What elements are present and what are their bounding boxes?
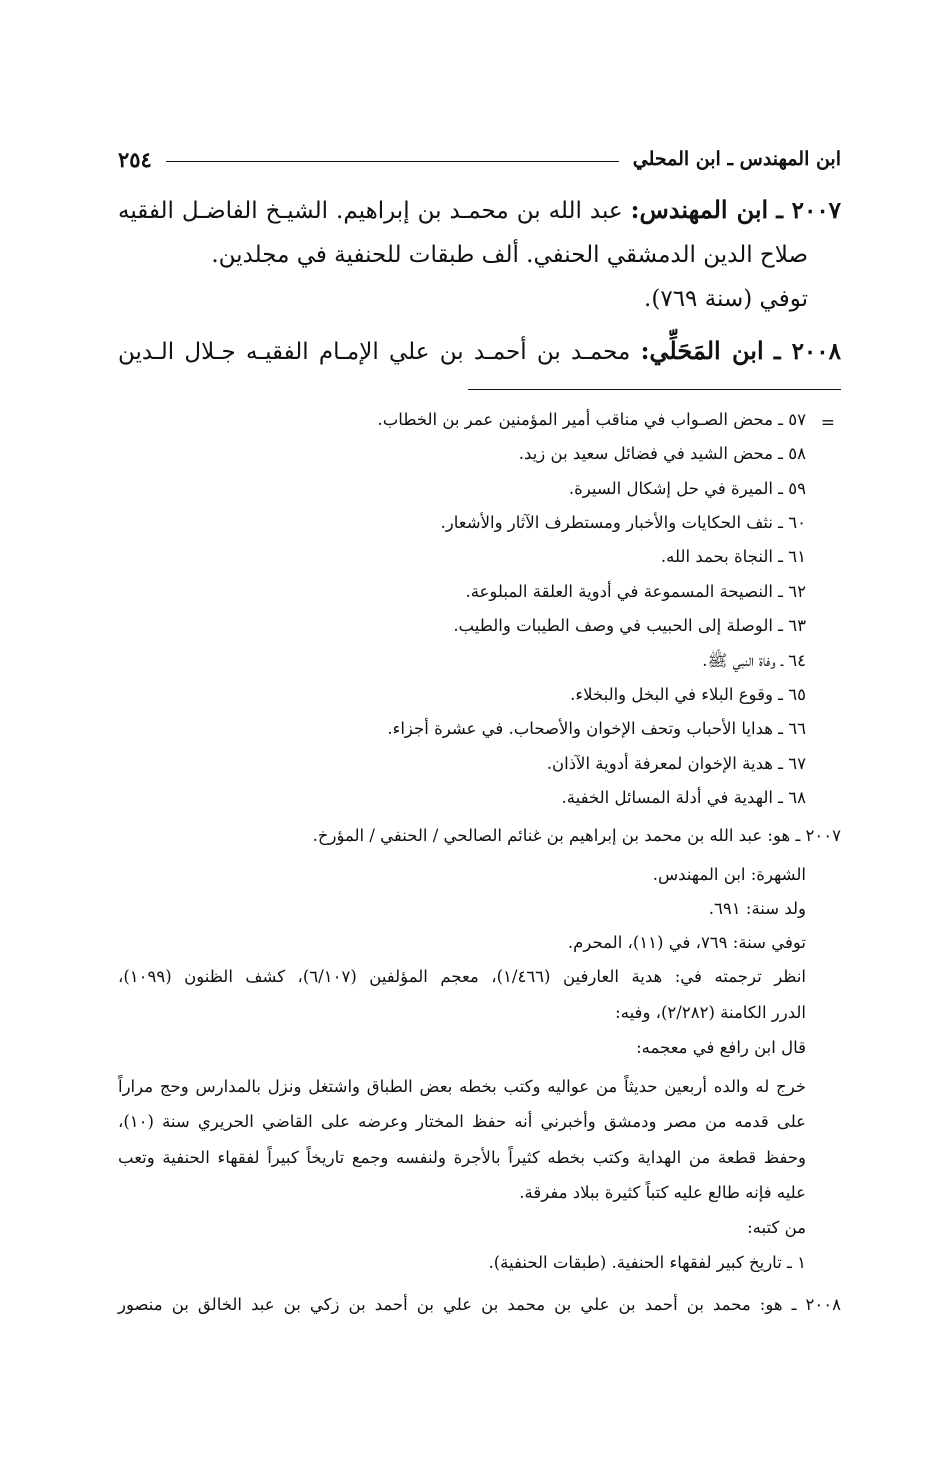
footnote-2007-sources-cont: الدرر الكامنة (٢/٢٨٢)، وفيه: [615, 1003, 806, 1022]
footnote-2008-heading: ٢٠٠٨ ـ هو: محمد بن أحمد بن علي بن محمد بن علي بن أحمد بن زكي بن عبد الخالق بن منصور [118, 1295, 841, 1314]
footnote-work: ٦٨ ـ الهدية في أدلة المسائل الخفية. [561, 788, 806, 807]
footnote-2007-quote-intro: قال ابن رافع في معجمه: [636, 1038, 806, 1057]
footnote-work: ٦٤ ـ وفاة النبي ﷺ. [702, 651, 806, 670]
footnote-work: ٥٨ ـ محض الشيد في فضائل سعيد بن زيد. [518, 444, 806, 463]
footnote-work: ٦٢ ـ النصيحة المسموعة في أدوية العلقة المبلوعة. [465, 582, 806, 601]
entry-2007-line-2: صلاح الدين الدمشقي الحنفي. ألف طبقات للحنفية في مجلدين. [211, 242, 808, 268]
footnote-work: ٦٦ ـ هدايا الأحباب وتحف الإخوان والأصحاب. في عشرة أجزاء. [387, 719, 806, 738]
entry-number: ٢٠٠٨ ـ [773, 338, 841, 365]
footnote-work: ٦٠ ـ نثف الحكايات والأخبار ومستطرف الآثار والأشعار. [440, 513, 806, 532]
entry-text: محمـد بن أحمـد بن علي الإمـام الفقيـه جـلال الـدين [118, 339, 631, 365]
footnote-2007-died: توفي سنة: ٧٦٩، في (١١)، المحرم. [567, 933, 806, 952]
footnote-divider [468, 389, 841, 390]
entry-number: ٢٠٠٧ ـ [776, 197, 842, 224]
footnote-2007-quote: وحفظ قطعة من الهداية وكتب بخطه كثيراً بالأجرة ولنفسه وجمع تاريخاً كبيراً لفقهاء الحنفية وتعب [118, 1148, 806, 1167]
footnote-work: ٥٩ ـ الميرة في حل إشكال السيرة. [568, 479, 806, 498]
footnote-2007-book: ١ ـ تاريخ كبير لفقهاء الحنفية. (طبقات الحنفية). [488, 1253, 806, 1272]
footnote-2007-books-intro: من كتبه: [747, 1218, 806, 1237]
continuation-mark: = [820, 413, 835, 433]
footnote-2007-sources: انظر ترجمته في: هدية العارفين (١/٤٦٦)، معجم المؤلفين (٦/١٠٧)، كشف الظنون (١٠٩٩)، [118, 967, 807, 986]
page-number: ٢٥٤ [118, 146, 152, 172]
footnote-work: ٦٣ ـ الوصلة إلى الحبيب في وصف الطيبات والطيب. [453, 616, 806, 635]
running-title: ابن المهندس ـ ابن المحلي [632, 148, 841, 170]
footnote-2007-quote: عليه فإنه طالع عليه كتباً كثيرة ببلاد مفرقة. [519, 1183, 806, 1202]
entry-name: ابن المَحَلِّي: [640, 336, 764, 365]
footnote-work: ٦١ ـ النجاة بحمد الله. [660, 547, 806, 566]
footnote-2007-born: ولد سنة: ٦٩١. [708, 899, 806, 918]
footnote-work: ٦٥ ـ وقوع البلاء في البخل والبخلاء. [570, 685, 806, 704]
footnote-2007-heading: ٢٠٠٧ ـ هو: عبد الله بن محمد بن إبراهيم بن غنائم الصالحي / الحنفي / المؤرخ. [312, 826, 841, 845]
footnote-2007-fame: الشهرة: ابن المهندس. [652, 865, 806, 884]
entry-2007-line-1 [118, 195, 842, 224]
footnote-work: ٦٧ ـ هدية الإخوان لمعرفة أدوية الآذان. [546, 754, 806, 773]
footnote-work: ٥٧ ـ محض الصـواب في مناقب أمير المؤمنين عمر بن الخطاب. [377, 410, 806, 429]
entry-2008-line-1 [118, 336, 841, 365]
page-header [118, 142, 841, 176]
entry-2007-line-3: توفي (سنة ٧٦٩). [644, 286, 808, 312]
footnote-2007-quote: على قدمه من مصر ودمشق وأخبرني أنه حفظ المختار وعرضه على القاضي الحريري سنة (١٠)، [118, 1112, 806, 1131]
header-rule [166, 161, 619, 162]
entry-name: ابن المهندس: [630, 195, 769, 224]
entry-text: عبد الله بن محمـد بن إبراهيم. الشيـخ الفاضـل الفقيه [118, 198, 623, 224]
footnote-2007-quote: خرج له والده أربعين حديثاً من عواليه وكتب بخطه بعض الطباق واشتغل ونزل بالمدارس وحج مراراً [118, 1077, 806, 1096]
